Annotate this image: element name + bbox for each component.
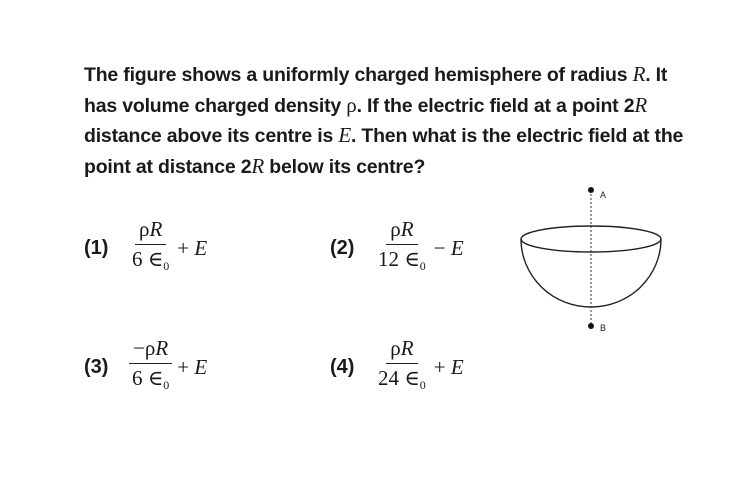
- question-text: The figure shows a uniformly charged hemisphere of radius R. It has volume charged density ρ. If the electric field at a point 2R distance above its centre is E. Then what is the electric field at the point at distance 2R below its centre?: [84, 62, 684, 178]
- fraction: $\frac{\rho R}{6 \in_0}$: [132, 217, 170, 273]
- fraction: $\frac{\rho R}{24 \in_0}$: [378, 336, 426, 392]
- option-2[interactable]: (2) $\frac{\rho R}{12 \in_0}$ − E: [330, 217, 464, 279]
- label-a: A: [600, 190, 607, 200]
- radius-symbol: R: [632, 62, 646, 86]
- option-number: (2): [330, 236, 355, 259]
- option-number: (4): [330, 355, 355, 378]
- option-4[interactable]: (4) $\frac{\rho R}{24 \in_0}$ + E: [330, 336, 464, 398]
- option-1[interactable]: (1) $\frac{\rho R}{6 \in_0}$ + E: [84, 217, 207, 279]
- rho-symbol: ρ: [346, 92, 357, 117]
- hemisphere-figure: [515, 180, 665, 340]
- option-number: (3): [84, 355, 109, 378]
- option-3[interactable]: (3) $\frac{-\rho R}{6 \in_0}$ + E: [84, 336, 207, 398]
- hemisphere-bowl: [521, 239, 661, 307]
- option-number: (1): [84, 236, 109, 259]
- point-a: [588, 187, 594, 193]
- fraction: $\frac{\rho R}{12 \in_0}$: [378, 217, 426, 273]
- field-symbol: E: [338, 123, 351, 147]
- fraction: $\frac{-\rho R}{6 \in_0}$: [128, 336, 173, 398]
- label-b: B: [600, 323, 607, 333]
- point-b: [588, 323, 594, 329]
